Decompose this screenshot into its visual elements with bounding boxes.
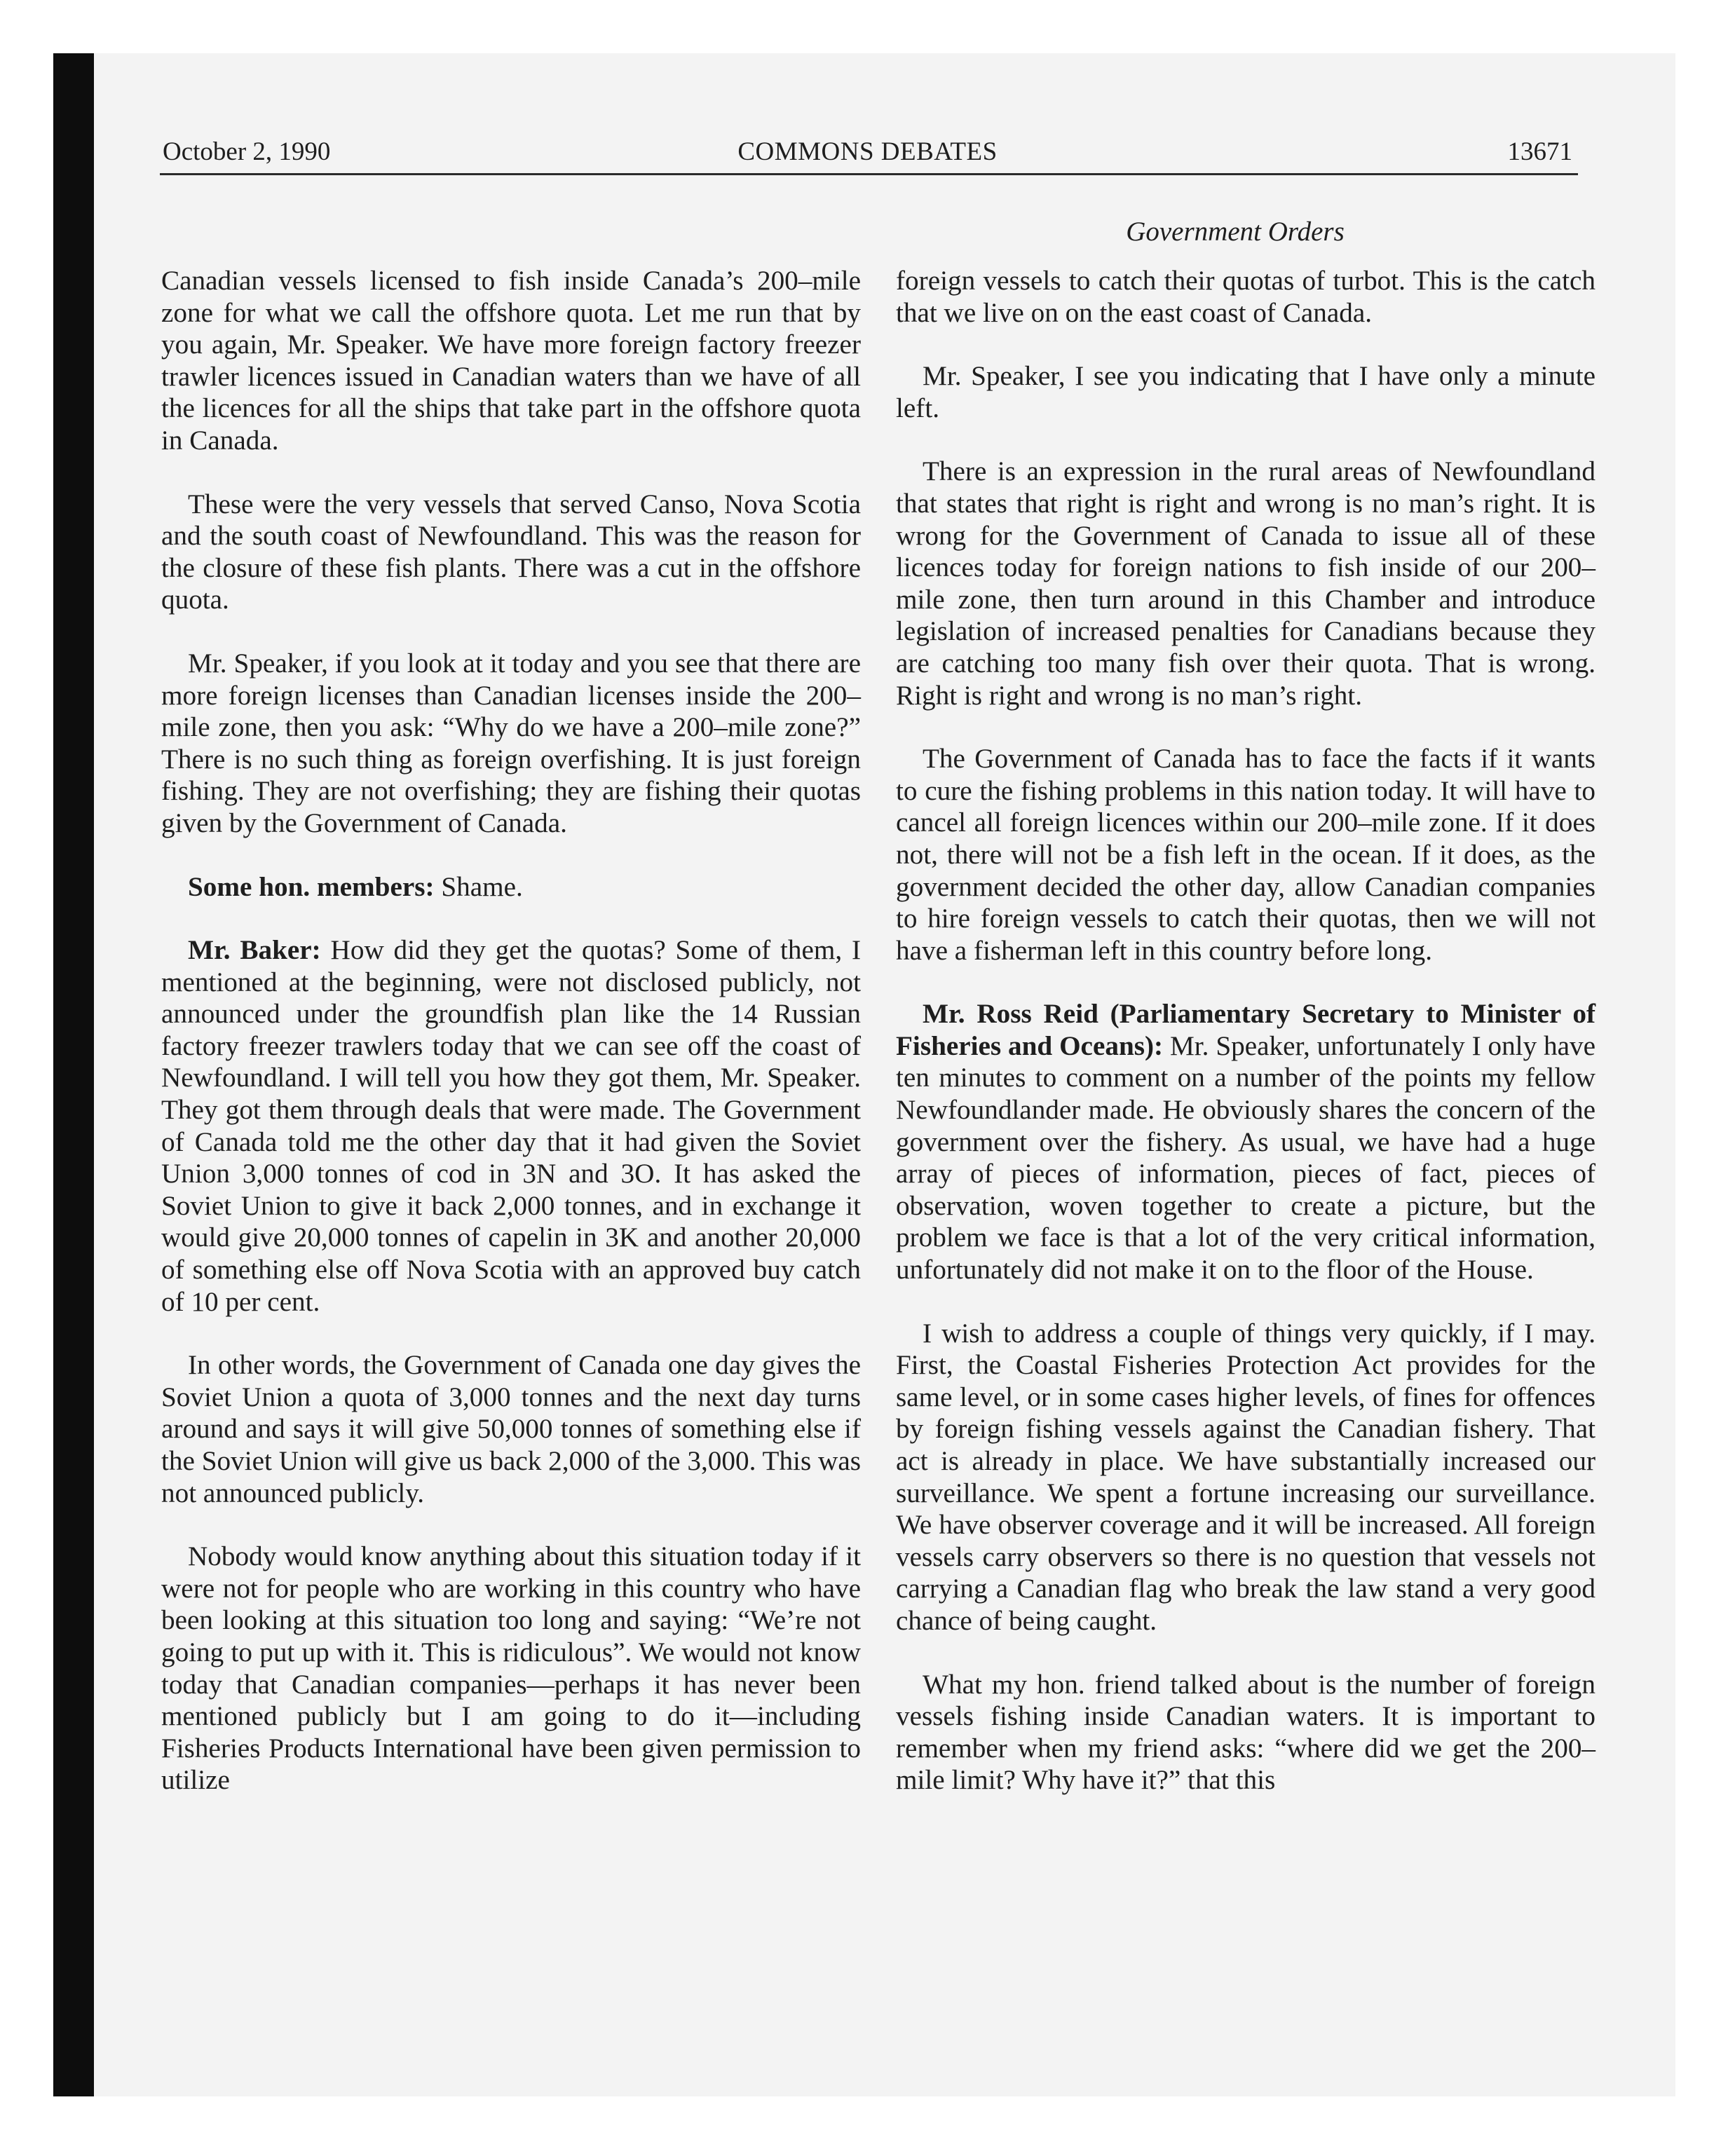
header-title: COMMONS DEBATES xyxy=(737,137,998,166)
speaker-name: Some hon. members: xyxy=(188,871,435,902)
speaker-name: Mr. Baker: xyxy=(188,935,321,966)
speech-text: Shame. xyxy=(434,871,523,902)
section-title: Government Orders xyxy=(1126,217,1345,247)
paragraph: I wish to address a couple of things very quickly, if I may. First, the Coastal Fisheries Protection Act provides for the same level, or in some cases higher levels, of fines for offences by foreign fishing vessels against the Canadian fishery. That act is already in place. We have substantially increased our surveillance. We spent a fortune increasing our surveillance. We have observer coverage and it will be increased. All foreign vessels carry observers so there is no question that vessels not carrying a Canadian flag who break the law stand a very good chance of being caught. xyxy=(896,1318,1595,1636)
speaker-paragraph xyxy=(161,871,861,903)
paragraph: What my hon. friend talked about is the number of foreign vessels fishing inside Canadian waters. It is important to remember when my friend asks: “where did we get the 200–mile limit? Why have it?” that this xyxy=(896,1669,1595,1796)
paragraph: foreign vessels to catch their quotas of turbot. This is the catch that we live on on the east coast of Canada. xyxy=(896,266,1595,328)
paragraph: The Government of Canada has to face the facts if it wants to cure the fishing problems in this nation today. It will have to cancel all foreign licences within our 200–mile zone. If it does not, there will not be a fish left in the ocean. If it does, as the government decided the other day, allow Canadian companies to hire foreign vessels to catch their quotas, then we will not have a fisherman left in this country before long. xyxy=(896,744,1595,966)
right-column xyxy=(896,265,1595,1828)
speaker-name: Mr. Ross Reid (Parliamentary Secretary to Minister of Fisheries and Oceans): xyxy=(896,999,1595,1061)
paragraph: In other words, the Government of Canada one day gives the Soviet Union a quota of 3,000 tonnes and the next day turns around and says it will give 50,000 tonnes of something else if the Soviet Union will give us back 2,000 of the 3,000. This was not announced publicly. xyxy=(161,1350,861,1508)
speaker-paragraph xyxy=(161,934,861,1318)
paragraph: Mr. Speaker, I see you indicating that I have only a minute left. xyxy=(896,361,1595,423)
paragraph: Canadian vessels licensed to fish inside Canada’s 200–mile zone for what we call the offshore quota. Let me run that by you again, Mr. Speaker. We have more foreign factory freezer trawler licences issued in Canadian waters than we have of all the licences for all the ships that take part in the offshore quota in Canada. xyxy=(161,266,861,456)
header-rule xyxy=(160,173,1578,175)
speech-text: Mr. Speaker, unfortunately I only have ten minutes to comment on a number of the points my fellow Newfoundlander made. He obviously shares the concern of the government over the fishery. As usual, we have had a huge array of pieces of information, pieces of fact, pieces of observation, woven together to create a picture, but the problem we face is that a lot of the very critical information, unfortunately did not make it on to the floor of the House. xyxy=(896,1030,1595,1285)
paragraph: Nobody would know anything about this situation today if it were not for people who are working in this country who have been looking at this situation too long and saying: “We’re not going to put up with it. This is ridiculous”. We would not know today that Canadian companies—perhaps it has never been mentioned publicly but I am going to do it—including Fisheries Products International have been given permission to utilize xyxy=(161,1541,861,1796)
header-date: October 2, 1990 xyxy=(163,137,331,166)
speech-text: How did they get the quotas? Some of them, I mentioned at the beginning, were not disclosed publicly, not announced under the groundfish plan like the 14 Russian factory freezer trawlers today that we can see off the coast of Newfoundland. I will tell you how they got them, Mr. Speaker. They got them through deals that were made. The Government of Canada told me the other day that it had given the Soviet Union 3,000 tonnes of cod in 3N and 3O. It has asked the Soviet Union to give it back 2,000 tonnes, and in exchange it would give 20,000 tonnes of capelin in 3K and another 20,000 of something else off Nova Scotia with an approved buy catch of 10 per cent. xyxy=(161,935,861,1317)
paragraph: There is an expression in the rural areas of Newfoundland that states that right is right and wrong is no man’s right. It is wrong for the Government of Canada to issue all of these licences today for foreign nations to fish inside of our 200–mile zone, then turn around in this Chamber and introduce legislation of increased penalties for Canadians because they are catching too many fish over their quota. That is wrong. Right is right and wrong is no man’s right. xyxy=(896,456,1595,711)
paragraph: These were the very vessels that served Canso, Nova Scotia and the south coast of Newfoundland. This was the reason for the closure of these fish plants. There was a cut in the offshore quota. xyxy=(161,489,861,615)
header-page-number: 13671 xyxy=(1507,137,1572,166)
left-column xyxy=(161,265,861,1828)
speaker-paragraph xyxy=(896,998,1595,1285)
paragraph: Mr. Speaker, if you look at it today and you see that there are more foreign licenses than Canadian licenses inside the 200–mile zone, then you ask: “Why do we have a 200–mile zone?” There is no such thing as foreign overfishing. It is just foreign fishing. They are not overfishing; they are fishing their quotas given by the Government of Canada. xyxy=(161,648,861,838)
binding-edge xyxy=(53,53,94,2096)
